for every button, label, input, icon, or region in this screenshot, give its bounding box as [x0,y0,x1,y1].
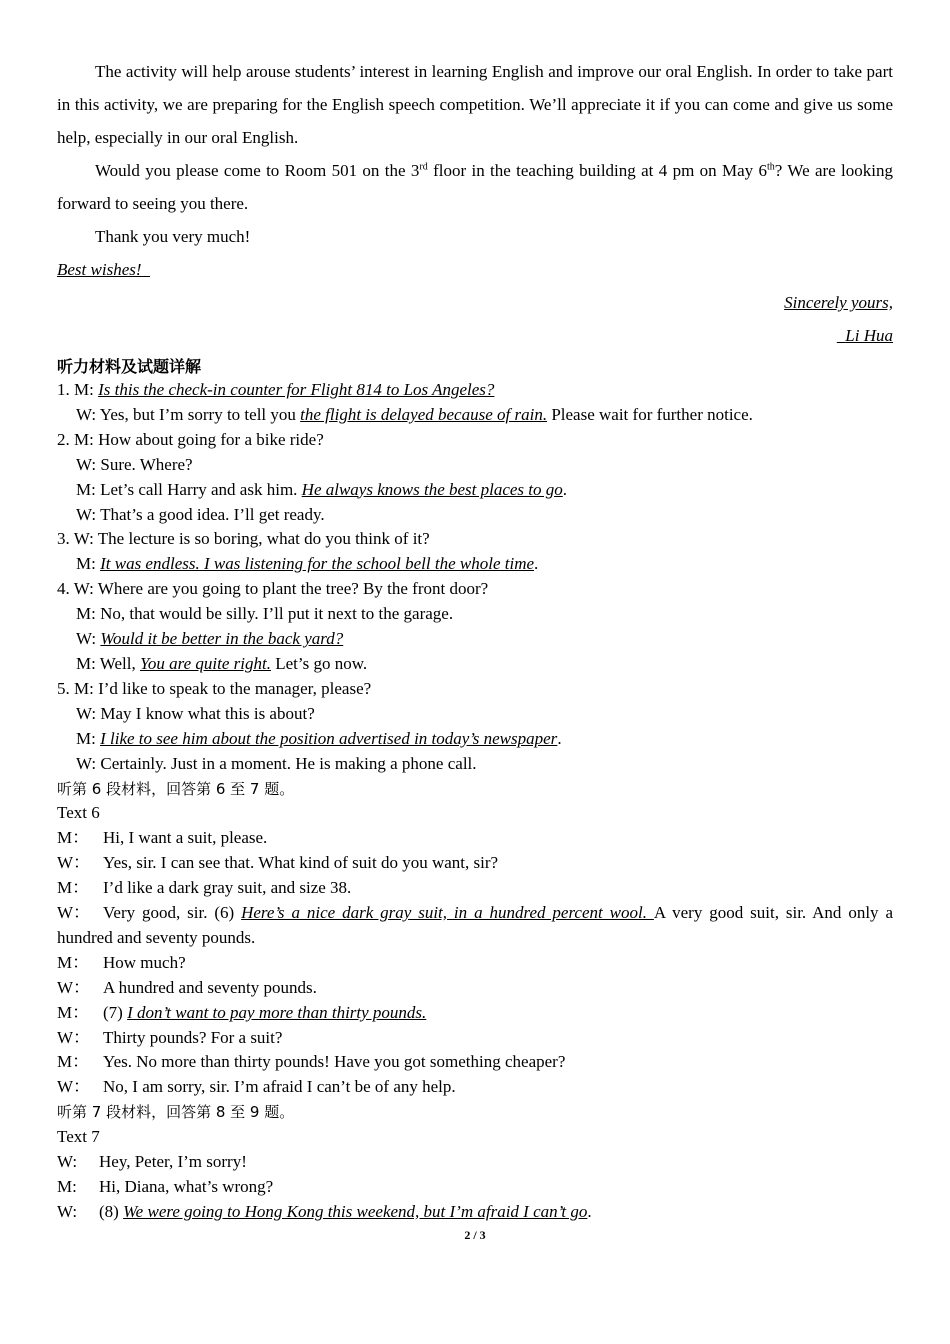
dialogue-line: M: I like to see him about the position advertised in today’s newspaper. [76,728,562,748]
dialogue-line: W： No, I am sorry, sir. I’m afraid I can’t be of any help. [57,1077,456,1097]
letter-sign-off: Sincerely yours, [784,293,893,312]
document-page [57,55,893,1225]
dialogue-line: 5. M: I’d like to speak to the manager, please? [57,678,372,698]
letter-paragraph: Would you please come to Room 501 on the 3rd floor in the teaching building at 4 pm on May 6th? We are looking forward to seeing you there. [57,161,894,213]
letter-paragraph: Thank you very much! [95,227,251,246]
dialogue-line: M: Well, You are quite right. Let’s go now. [76,653,368,673]
letter-signature: Li Hua [845,326,893,345]
dialogue-line: W: Yes, but I’m sorry to tell you the flight is delayed because of rain. Please wait for further notice. [76,404,753,424]
dialogue-line: W： Thirty pounds? For a suit? [57,1027,283,1047]
dialogue-line: 3. W: The lecture is so boring, what do you think of it? [57,529,430,549]
dialogue-line: M： Hi, I want a suit, please. [57,828,268,848]
letter-paragraph: The activity will help arouse students’ interest in learning English and improve our oral English. In order to take part in this activity, we are preparing for the English speech competition. We’ll appreciate it if you can come and give us some help, especially in our oral English. [57,62,893,147]
text-title: Text 7 [57,1127,100,1147]
letter-closing: Best wishes! [57,260,142,279]
section-instruction: 听第 6 段材料，回答第 6 至 7 题。 [57,779,295,798]
dialogue-line: W: That’s a good idea. I’ll get ready. [76,504,325,524]
section-heading: 听力材料及试题详解 [57,357,202,376]
dialogue-line: M: No, that would be silly. I’ll put it next to the garage. [76,604,454,624]
dialogue-line: W: Hey, Peter, I’m sorry! [57,1152,247,1172]
dialogue-line: W： Yes, sir. I can see that. What kind of suit do you want, sir? [57,853,499,873]
page-number: 2 / 3 [464,1228,486,1242]
dialogue-line: W: May I know what this is about? [76,703,315,723]
dialogue-line: W： A hundred and seventy pounds. [57,977,317,997]
dialogue-line: M： Yes. No more than thirty pounds! Have you got something cheaper? [57,1052,566,1072]
dialogue-line: 1. M: Is this the check-in counter for Flight 814 to Los Angeles? [57,380,495,399]
dialogue-line: M： (7) I don’t want to pay more than thirty pounds. [57,1002,427,1022]
dialogue-line: M： How much? [57,952,186,972]
dialogue-line: M: Let’s call Harry and ask him. He always knows the best places to go. [76,479,568,499]
dialogue-line: 4. W: Where are you going to plant the tree? By the front door? [57,579,489,599]
section-instruction: 听第 7 段材料，回答第 8 至 9 题。 [57,1103,295,1122]
dialogue-line: W: Sure. Where? [76,454,193,474]
text-title: Text 6 [57,803,100,823]
dialogue-line: M: Hi, Diana, what’s wrong? [57,1177,274,1196]
dialogue-line: W： Very good, sir. (6) Here’s a nice dark gray suit, in a hundred percent wool. A very good suit, sir. And only a hundred and seventy pounds. [57,903,893,947]
dialogue-line: W: Would it be better in the back yard? [76,629,344,649]
dialogue-line: M： I’d like a dark gray suit, and size 38. [57,878,352,898]
dialogue-line: 2. M: How about going for a bike ride? [57,429,324,449]
dialogue-line: W: (8) We were going to Hong Kong this weekend, but I’m afraid I can’t go. [57,1201,592,1221]
dialogue-line: W: Certainly. Just in a moment. He is making a phone call. [76,753,477,773]
dialogue-line: M: It was endless. I was listening for the school bell the whole time. [76,554,539,574]
